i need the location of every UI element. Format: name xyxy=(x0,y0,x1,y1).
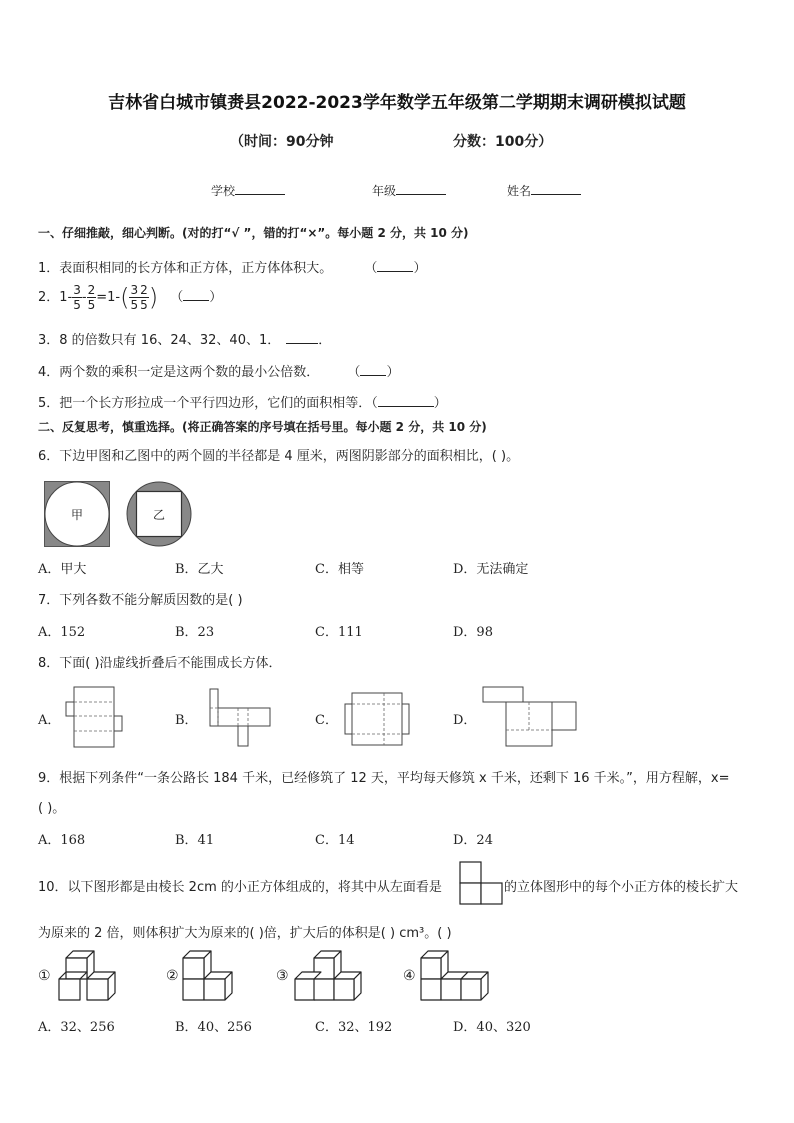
paren-close: ） xyxy=(386,365,400,380)
big-paren-open: ( xyxy=(120,283,130,312)
q7-option-a[interactable]: A．152 xyxy=(38,625,86,640)
page-title: 吉林省白城市镇赉县2022-2023学年数学五年级第二学期期末调研模拟试题 xyxy=(108,93,686,113)
q8-option-c[interactable]: C． xyxy=(315,713,338,728)
q8-net-a xyxy=(66,686,126,748)
question-4-text: 4．两个数的乘积一定是这两个数的最小公倍数． xyxy=(38,365,320,380)
big-paren-close: ) xyxy=(148,283,159,312)
figure-yi xyxy=(126,481,192,547)
figure-jia-label: 甲 xyxy=(70,508,84,522)
question-8: 8．下面( )沿虚线折叠后不能围成长方体． xyxy=(38,656,282,671)
time-label: （时间：90分钟 xyxy=(230,134,334,150)
q10-label-3: ③ xyxy=(276,968,289,984)
answer-blank-1[interactable] xyxy=(377,259,413,272)
numerator: 2 xyxy=(87,283,96,297)
q9-option-a[interactable]: A．168 xyxy=(38,833,86,848)
q10-option-d[interactable]: D．40、320 xyxy=(453,1020,531,1035)
cube-figure-2 xyxy=(182,950,244,1002)
answer-blank-2[interactable] xyxy=(183,288,209,301)
grade-label: 年级 xyxy=(372,184,397,198)
q7-option-b[interactable]: B．23 xyxy=(175,625,215,640)
q8-option-d[interactable]: D． xyxy=(453,713,477,728)
fraction xyxy=(139,283,149,312)
q10-option-a[interactable]: A．32、256 xyxy=(38,1020,115,1035)
section-2-heading: 二、反复思考，慎重选择。(将正确答案的序号填在括号里。每小题 2 分，共 10 分) xyxy=(38,420,487,434)
answer-blank-3[interactable] xyxy=(286,331,318,344)
q10-label-4: ④ xyxy=(403,968,416,984)
denominator: 5 xyxy=(140,298,148,312)
question-1 xyxy=(38,257,426,276)
q6-option-d[interactable]: D．无法确定 xyxy=(453,562,529,577)
paren-close: ） xyxy=(433,396,447,411)
grade-field xyxy=(372,182,446,199)
question-5-text: 5．把一个长方形拉成一个平行四边形，它们的面积相等．（ xyxy=(38,396,378,411)
question-2 xyxy=(38,283,222,312)
answer-blank-4[interactable] xyxy=(360,363,386,376)
q9-option-d[interactable]: D．24 xyxy=(453,833,493,848)
question-10-a: 10．以下图形都是由棱长 2cm 的小正方体组成的，将其中从左面看是 xyxy=(38,880,442,895)
question-10-b: 的立体图形中的每个小正方体的棱长扩大 xyxy=(504,880,739,895)
q8-option-a[interactable]: A． xyxy=(38,713,61,728)
q6-option-c[interactable]: C．相等 xyxy=(315,562,364,577)
paren-close: ） xyxy=(413,261,427,276)
figure-yi-label: 乙 xyxy=(152,508,166,522)
question-4 xyxy=(38,361,399,380)
q8-net-c xyxy=(344,692,410,746)
grade-blank[interactable] xyxy=(396,182,446,195)
q7-option-d[interactable]: D．98 xyxy=(453,625,493,640)
school-blank[interactable] xyxy=(235,182,285,195)
fraction xyxy=(129,283,139,312)
school-field xyxy=(211,182,285,199)
q8-net-b xyxy=(208,688,274,748)
q6-option-b[interactable]: B．乙大 xyxy=(175,562,224,577)
paren-close: ） xyxy=(209,290,223,305)
fraction xyxy=(72,283,82,312)
q10-option-c[interactable]: C．32、192 xyxy=(315,1020,393,1035)
section-1-heading: 一、仔细推敲，细心判断。(对的打“√ ”，错的打“×”。每小题 2 分，共 10 分) xyxy=(38,226,469,240)
figure-jia xyxy=(44,481,110,547)
score-label: 分数：100分） xyxy=(453,134,553,150)
name-field xyxy=(507,182,581,199)
question-3-text: 3．8 的倍数只有 16、24、32、40、1． xyxy=(38,333,281,348)
left-view-figure xyxy=(459,861,503,905)
answer-blank-5[interactable] xyxy=(378,394,434,407)
question-10-c: 为原来的 2 倍，则体积扩大为原来的( )倍，扩大后的体积是( ) cm³。( ) xyxy=(38,926,452,941)
denominator: 5 xyxy=(73,298,81,312)
numerator: 3 xyxy=(130,283,139,297)
q10-label-2: ② xyxy=(166,968,179,984)
q10-option-b[interactable]: B．40、256 xyxy=(175,1020,252,1035)
q10-label-1: ① xyxy=(38,968,51,984)
denominator: 5 xyxy=(87,298,96,312)
numerator: 3 xyxy=(73,283,81,297)
q9-option-c[interactable]: C．14 xyxy=(315,833,355,848)
equals-sign: =1- xyxy=(96,290,121,305)
period: ． xyxy=(318,333,332,348)
paren-open: （ xyxy=(364,261,378,276)
cube-figure-4 xyxy=(420,950,500,1002)
fraction xyxy=(87,283,97,312)
q8-net-d xyxy=(482,686,578,748)
cube-figure-1 xyxy=(58,950,120,1002)
q6-option-a[interactable]: A．甲大 xyxy=(38,562,87,577)
question-9-cont: ( )。 xyxy=(38,801,66,816)
minus-sign: - xyxy=(81,290,87,305)
question-5 xyxy=(38,392,447,411)
q8-option-b[interactable]: B． xyxy=(175,713,198,728)
q2-prefix: 2．1- xyxy=(38,290,73,305)
question-7: 7．下列各数不能分解质因数的是( ) xyxy=(38,593,243,608)
question-9: 9．根据下列条件“一条公路长 184 千米，已经修筑了 12 天，平均每天修筑 x 千米，还剩下 16 千米。”，用方程解，x= xyxy=(38,771,730,786)
q9-option-b[interactable]: B．41 xyxy=(175,833,215,848)
paren-open: （ xyxy=(347,365,361,380)
school-label: 学校 xyxy=(211,184,236,198)
question-3 xyxy=(38,329,331,348)
numerator: 2 xyxy=(140,283,148,297)
denominator: 5 xyxy=(130,298,139,312)
paren-open: （ xyxy=(170,290,184,305)
cube-figure-3 xyxy=(294,950,364,1002)
question-6: 6．下边甲图和乙图中的两个圆的半径都是 4 厘米，两图阴影部分的面积相比，( )。 xyxy=(38,449,520,464)
question-1-text: 1．表面积相同的长方体和正方体，正方体体积大。 xyxy=(38,261,333,276)
q7-option-c[interactable]: C．111 xyxy=(315,625,363,640)
name-blank[interactable] xyxy=(531,182,581,195)
name-label: 姓名 xyxy=(507,184,532,198)
